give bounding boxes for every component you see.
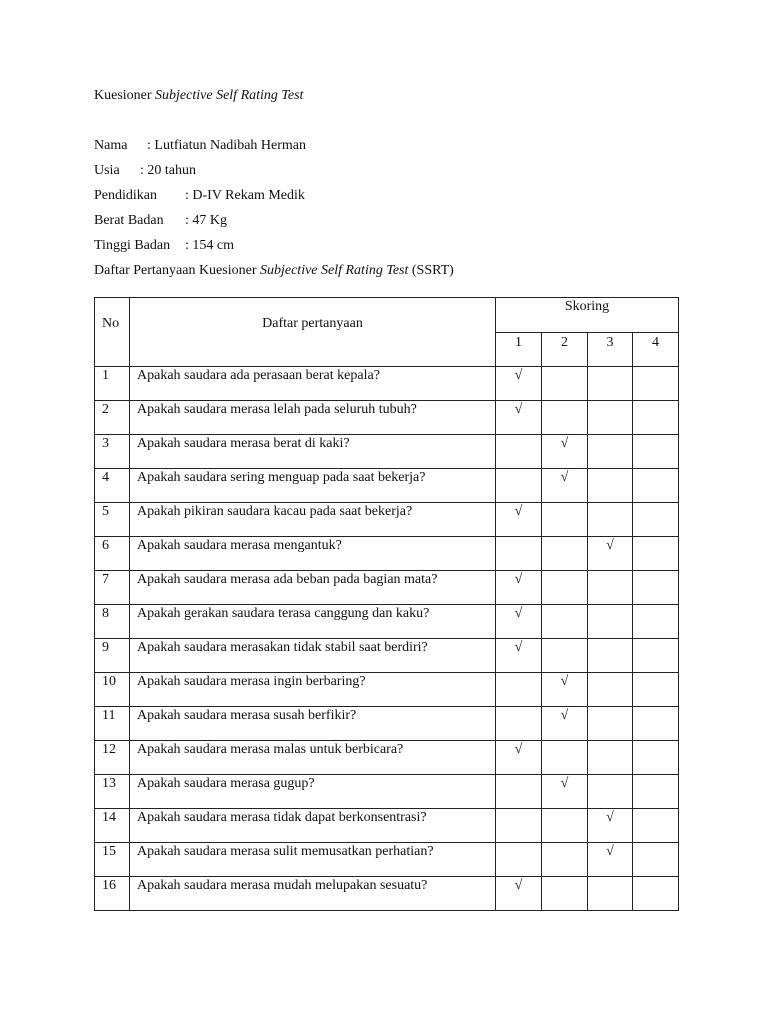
score-cell-2 — [542, 809, 588, 843]
check-mark-icon: √ — [514, 402, 523, 417]
score-cell-1 — [496, 775, 542, 809]
check-mark-icon: √ — [514, 878, 523, 893]
table-header-row — [95, 298, 679, 333]
score-cell-4 — [633, 673, 679, 707]
score-cell-2 — [542, 503, 588, 537]
row-question-text: Apakah saudara merasakan tidak stabil saat berdiri? — [137, 640, 428, 655]
row-question-text: Apakah saudara merasa gugup? — [137, 776, 315, 791]
row-question-text: Apakah saudara merasa ada beban pada bagian mata? — [137, 572, 438, 587]
check-mark-icon: √ — [560, 470, 569, 485]
row-question — [130, 707, 496, 741]
score-cell-2 — [542, 775, 588, 809]
score-cell-2 — [542, 469, 588, 503]
score-cell-3 — [588, 775, 633, 809]
score-cell-2 — [542, 367, 588, 401]
score-cell-3 — [588, 707, 633, 741]
score-level-4: 4 — [633, 333, 679, 367]
row-number — [95, 571, 130, 605]
score-cell-2 — [542, 605, 588, 639]
row-number-text: 2 — [102, 402, 109, 417]
row-question — [130, 741, 496, 775]
score-cell-4 — [633, 877, 679, 911]
score-cell-4 — [633, 571, 679, 605]
score-cell-2 — [542, 435, 588, 469]
table-row — [95, 401, 679, 435]
score-cell-1 — [496, 537, 542, 571]
score-cell-2 — [542, 843, 588, 877]
list-title-italic: Subjective Self Rating Test — [259, 263, 409, 278]
row-number-text: 7 — [102, 572, 109, 587]
score-cell-4 — [633, 741, 679, 775]
identity-tinggi — [94, 237, 234, 255]
row-number — [95, 367, 130, 401]
row-number — [95, 877, 130, 911]
row-question-text: Apakah saudara merasa lelah pada seluruh tubuh? — [137, 402, 417, 417]
title-italic: Subjective Self Rating Test — [155, 88, 304, 103]
score-cell-1 — [496, 571, 542, 605]
document-title — [94, 87, 303, 105]
score-cell-3 — [588, 639, 633, 673]
row-question — [130, 537, 496, 571]
pendidikan-label: Pendidikan — [94, 188, 157, 203]
row-number — [95, 775, 130, 809]
row-question-text: Apakah saudara merasa mudah melupakan sesuatu? — [137, 878, 428, 893]
row-number-text: 1 — [102, 368, 109, 383]
table-row — [95, 469, 679, 503]
score-cell-1 — [496, 367, 542, 401]
check-mark-icon: √ — [606, 810, 614, 825]
table-row — [95, 775, 679, 809]
table-row — [95, 877, 679, 911]
row-number — [95, 809, 130, 843]
list-title — [94, 262, 454, 280]
table-row — [95, 741, 679, 775]
row-number-text: 12 — [102, 742, 116, 757]
table-row — [95, 435, 679, 469]
check-mark-icon: √ — [560, 436, 569, 451]
table-row — [95, 367, 679, 401]
score-cell-3 — [588, 741, 633, 775]
score-cell-2 — [542, 707, 588, 741]
score-cell-3 — [588, 401, 633, 435]
score-cell-3 — [588, 367, 633, 401]
row-number-text: 9 — [102, 640, 109, 655]
header-scoring: Skoring — [496, 298, 679, 333]
row-number-text: 3 — [102, 436, 109, 451]
score-cell-1 — [496, 877, 542, 911]
check-mark-icon: √ — [514, 606, 523, 621]
score-cell-1 — [496, 605, 542, 639]
check-mark-icon: √ — [606, 538, 614, 553]
check-mark-icon: √ — [514, 640, 523, 655]
score-cell-4 — [633, 809, 679, 843]
score-cell-2 — [542, 537, 588, 571]
table-row — [95, 639, 679, 673]
row-question — [130, 469, 496, 503]
row-question — [130, 673, 496, 707]
row-number — [95, 537, 130, 571]
score-cell-2 — [542, 673, 588, 707]
tinggi-label: Tinggi Badan — [94, 238, 171, 253]
row-question — [130, 877, 496, 911]
row-question-text: Apakah saudara merasa malas untuk berbicara? — [137, 742, 404, 757]
row-question — [130, 367, 496, 401]
check-mark-icon: √ — [560, 776, 569, 791]
row-number-text: 14 — [102, 810, 116, 825]
pendidikan-value: : D-IV Rekam Medik — [185, 188, 305, 203]
identity-usia — [94, 162, 196, 180]
score-cell-4 — [633, 537, 679, 571]
usia-value: : 20 tahun — [140, 163, 196, 178]
identity-pendidikan — [94, 187, 305, 205]
row-question-text: Apakah saudara sering menguap pada saat bekerja? — [137, 470, 426, 485]
row-question-text: Apakah saudara merasa mengantuk? — [137, 538, 342, 553]
tinggi-value: : 154 cm — [185, 238, 234, 253]
row-question-text: Apakah saudara merasa ingin berbaring? — [137, 674, 366, 689]
row-number-text: 15 — [102, 844, 116, 859]
score-cell-2 — [542, 741, 588, 775]
score-cell-1 — [496, 707, 542, 741]
check-mark-icon: √ — [514, 742, 523, 757]
row-number-text: 10 — [102, 674, 116, 689]
score-cell-4 — [633, 605, 679, 639]
check-mark-icon: √ — [560, 708, 569, 723]
row-question-text: Apakah saudara merasa tidak dapat berkonsentrasi? — [137, 810, 427, 825]
score-cell-4 — [633, 401, 679, 435]
row-number-text: 11 — [102, 708, 116, 723]
score-cell-3 — [588, 503, 633, 537]
score-cell-1 — [496, 469, 542, 503]
berat-label: Berat Badan — [94, 213, 164, 228]
score-cell-3 — [588, 809, 633, 843]
row-question-text: Apakah pikiran saudara kacau pada saat bekerja? — [137, 504, 413, 519]
row-number — [95, 639, 130, 673]
row-number-text: 13 — [102, 776, 116, 791]
score-cell-4 — [633, 367, 679, 401]
row-number-text: 6 — [102, 538, 109, 553]
table-row — [95, 809, 679, 843]
score-cell-1 — [496, 843, 542, 877]
score-cell-4 — [633, 775, 679, 809]
row-number-text: 8 — [102, 606, 109, 621]
row-question — [130, 503, 496, 537]
row-question-text: Apakah saudara merasa berat di kaki? — [137, 436, 350, 451]
row-question-text: Apakah saudara merasa susah berfikir? — [137, 708, 357, 723]
score-cell-2 — [542, 571, 588, 605]
score-level-3: 3 — [588, 333, 633, 367]
table-row — [95, 673, 679, 707]
identity-berat — [94, 212, 227, 230]
score-cell-3 — [588, 673, 633, 707]
score-cell-4 — [633, 435, 679, 469]
row-question-text: Apakah saudara ada perasaan berat kepala? — [137, 368, 380, 383]
score-cell-4 — [633, 707, 679, 741]
score-cell-3 — [588, 843, 633, 877]
table-row — [95, 571, 679, 605]
row-question — [130, 809, 496, 843]
score-cell-1 — [496, 639, 542, 673]
berat-value: : 47 Kg — [185, 213, 227, 228]
identity-nama — [94, 137, 306, 155]
table-row — [95, 537, 679, 571]
ssrt-table-body — [95, 298, 679, 911]
score-cell-1 — [496, 401, 542, 435]
row-question — [130, 401, 496, 435]
table-row — [95, 843, 679, 877]
row-number — [95, 741, 130, 775]
check-mark-icon: √ — [560, 674, 569, 689]
score-cell-2 — [542, 401, 588, 435]
row-question-text: Apakah saudara merasa sulit memusatkan perhatian? — [137, 844, 434, 859]
row-number — [95, 707, 130, 741]
score-cell-1 — [496, 809, 542, 843]
row-question — [130, 639, 496, 673]
check-mark-icon: √ — [514, 368, 523, 383]
score-cell-4 — [633, 503, 679, 537]
row-number — [95, 843, 130, 877]
score-cell-4 — [633, 843, 679, 877]
table-row — [95, 503, 679, 537]
nama-label: Nama — [94, 138, 128, 153]
score-level-2: 2 — [542, 333, 588, 367]
row-question — [130, 843, 496, 877]
score-cell-4 — [633, 469, 679, 503]
score-cell-3 — [588, 877, 633, 911]
check-mark-icon: √ — [514, 504, 523, 519]
check-mark-icon: √ — [514, 572, 523, 587]
header-question: Daftar pertanyaan — [130, 298, 496, 367]
check-mark-icon: √ — [606, 844, 614, 859]
score-cell-3 — [588, 571, 633, 605]
nama-value: : Lutfiatun Nadibah Herman — [147, 138, 307, 153]
score-cell-3 — [588, 469, 633, 503]
row-number-text: 16 — [102, 878, 116, 893]
row-number — [95, 673, 130, 707]
score-cell-3 — [588, 537, 633, 571]
score-cell-2 — [542, 639, 588, 673]
score-cell-4 — [633, 639, 679, 673]
row-question — [130, 605, 496, 639]
score-cell-1 — [496, 435, 542, 469]
row-question — [130, 571, 496, 605]
list-title-suffix: (SSRT) — [408, 263, 454, 278]
score-cell-3 — [588, 605, 633, 639]
title-prefix: Kuesioner — [94, 88, 156, 103]
ssrt-table — [94, 297, 679, 911]
row-number-text: 4 — [102, 470, 109, 485]
score-cell-2 — [542, 877, 588, 911]
header-no: No — [95, 298, 130, 367]
row-number — [95, 605, 130, 639]
usia-label: Usia — [94, 163, 120, 178]
score-cell-1 — [496, 503, 542, 537]
score-cell-1 — [496, 741, 542, 775]
table-row — [95, 707, 679, 741]
table-row — [95, 605, 679, 639]
row-question — [130, 775, 496, 809]
row-number — [95, 435, 130, 469]
score-cell-3 — [588, 435, 633, 469]
row-number — [95, 469, 130, 503]
row-question-text: Apakah gerakan saudara terasa canggung dan kaku? — [137, 606, 430, 621]
row-number — [95, 503, 130, 537]
score-level-1: 1 — [496, 333, 542, 367]
row-question — [130, 435, 496, 469]
row-number — [95, 401, 130, 435]
score-cell-1 — [496, 673, 542, 707]
row-number-text: 5 — [102, 504, 109, 519]
list-title-prefix: Daftar Pertanyaan Kuesioner — [94, 263, 260, 278]
